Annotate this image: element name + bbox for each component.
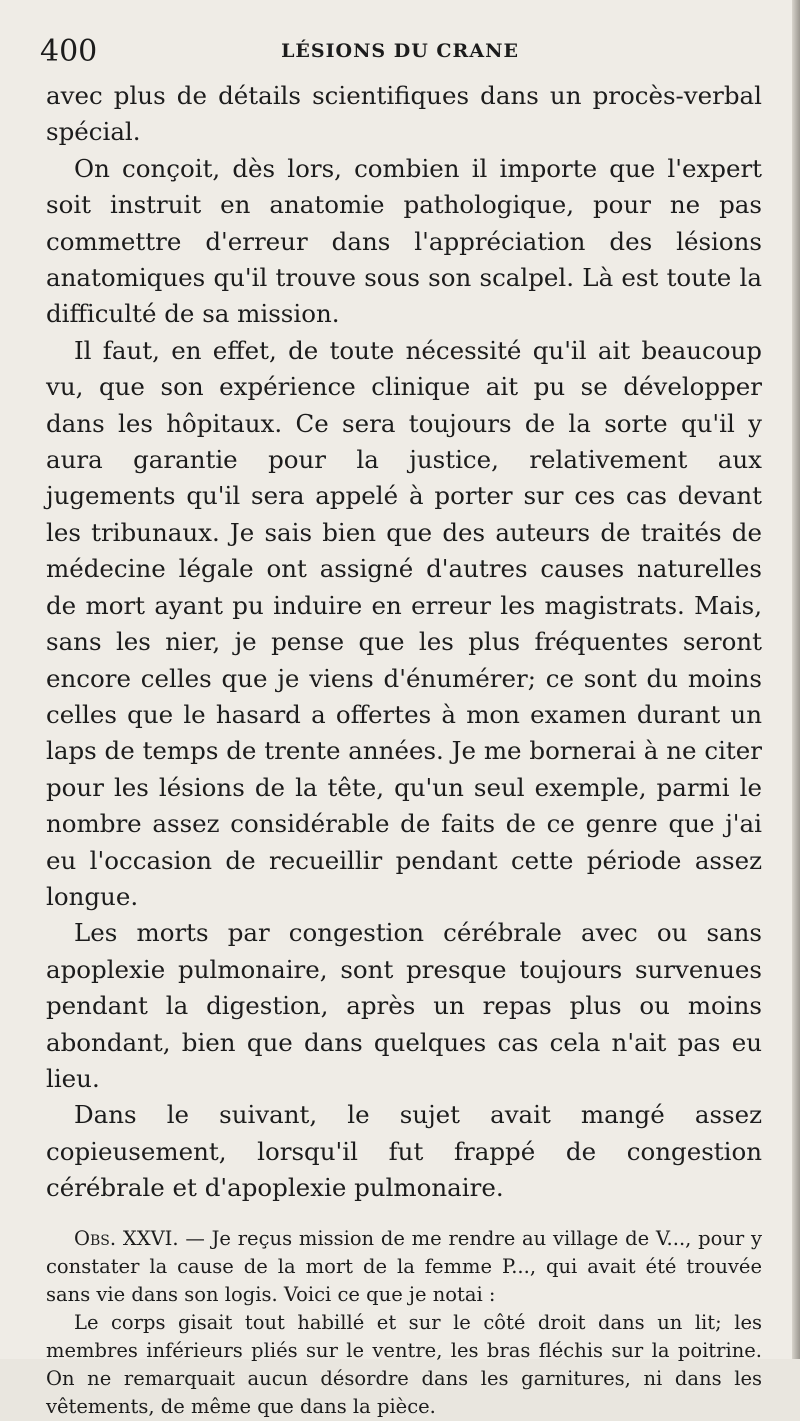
observation-paragraph <box>46 1225 762 1309</box>
running-title: LÉSIONS DU CRANE <box>281 40 519 62</box>
paragraph-experience: Il faut, en effet, de toute nécessité qu'il ait beaucoup vu, que son expérience clinique ait pu se développer dans les hôpitaux. Ce sera toujours de la sorte qu'il y aura garantie pour la justice, relativement aux jugements qu'il sera appelé à porter sur ces cas devant les tribunaux. Je sais bien que des auteurs de traités de médecine légale ont assigné d'autres causes naturelles de mort ayant pu induire en erreur les magistrats. Mais, sans les nier, je pense que les plus fréquentes seront encore celles que je viens d'énumérer; ce sont du moins celles que le hasard a offertes à mon examen durant un laps de temps de trente années. Je me bornerai à ne citer pour les lésions de la tête, qu'un seul exemple, parmi le nombre assez considérable de faits de ce genre que j'ai eu l'occasion de recueillir pendant cette période assez longue. <box>46 335 762 911</box>
observation-text: — Je reçus mission de me rendre au village de V..., pour y constater la cause de la mort de la femme P..., qui avait été trouvée sans vie dans son logis. Voici ce que je notai : <box>46 1226 762 1306</box>
observation-label: Obs. XXVI. <box>74 1226 179 1250</box>
paragraph-expert: On conçoit, dès lors, combien il importe que l'expert soit instruit en anatomie pathologique, pour ne pas commettre d'erreur dans l'appréciation des lésions anatomiques qu'il trouve sous son scalpel. Là est toute la difficulté de sa mission. <box>46 153 762 329</box>
page-header <box>40 34 760 74</box>
page-number: 400 <box>40 34 98 69</box>
paragraph-continuation: avec plus de détails scientifiques dans un procès-verbal spécial. <box>46 81 762 147</box>
observation-paragraph-body: Le corps gisait tout habillé et sur le côté droit dans un lit; les membres inférieurs pliés sur le ventre, les bras fléchis sur la poitrine. On ne remarquait aucun désordre dans les garnitures, ni dans les vêtements, de même que dans la pièce. <box>46 1310 762 1418</box>
paragraph-following-case: Dans le suivant, le sujet avait mangé assez copieusement, lorsqu'il fut frappé de congestion cérébrale et d'apoplexie pulmonaire. <box>46 1100 762 1203</box>
page-edge <box>792 0 800 1359</box>
observation-block <box>46 1225 762 1421</box>
page-body <box>46 78 762 1421</box>
paragraph-congestion: Les morts par congestion cérébrale avec ou sans apoplexie pulmonaire, sont presque toujours survenues pendant la digestion, après un repas plus ou moins abondant, bien que dans quelques cas cela n'ait pas eu lieu. <box>46 918 762 1093</box>
